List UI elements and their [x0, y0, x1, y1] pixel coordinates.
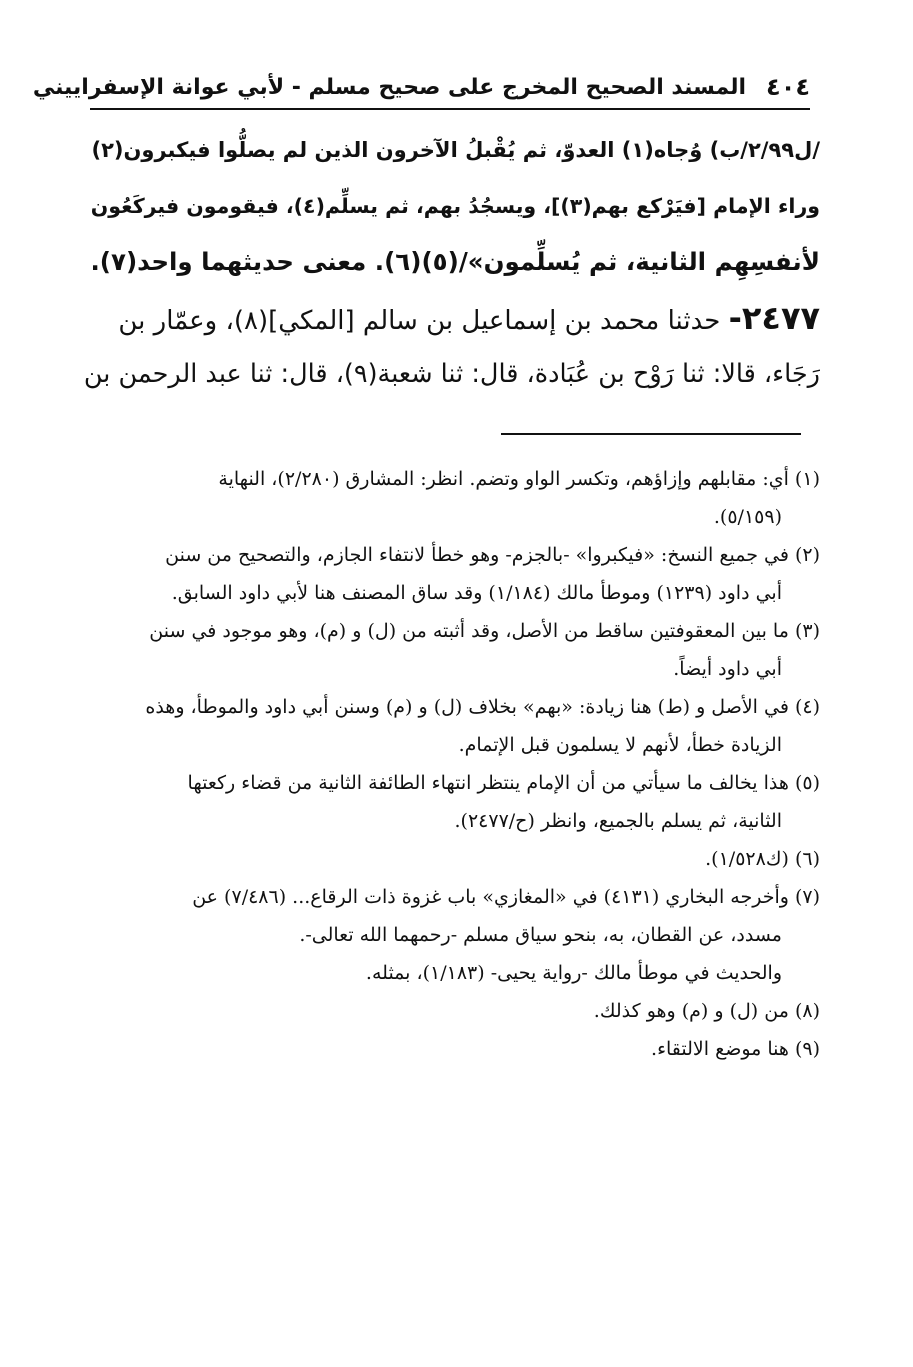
footnote-line: الزيادة خطأ، لأنهم لا يسلمون قبل الإتمام.	[458, 734, 782, 756]
footnote-line: (٨) من (ل) و (م) وهو كذلك.	[593, 1000, 820, 1022]
footnote-line: (٥) هذا يخالف ما سيأتي من أن الإمام ينتظر انتهاء الطائفة الثانية من قضاء ركعتها	[187, 772, 820, 794]
footnote-line: (٧) وأخرجه البخاري (٤١٣١) في «المغازي» باب غزوة ذات الرقاع... (٧/٤٨٦) عن	[192, 886, 820, 908]
book-title: المسند الصحيح المخرج على صحيح مسلم - لأبي عوانة الإسفراييني	[32, 74, 747, 100]
footnote-line: أبي داود أيضاً.	[673, 658, 782, 680]
footnotes	[82, 460, 820, 1068]
text-line: لأنفسِهِم الثانية، ثم يُسلِّمون»/(٥)(٦). معنى حديثهما واحد(٧).	[90, 247, 820, 276]
footnote-line: (٤) في الأصل و (ط) هنا زيادة: «بهم» بخلاف (ل) و (م) وسنن أبي داود والموطأ، وهذه	[145, 696, 820, 718]
footnote-line: مسدد، عن القطان، به، بنحو سياق مسلم -رحمهما الله تعالى-.	[299, 924, 782, 946]
text-line: حدثنا محمد بن إسماعيل بن سالم [المكي](٨)، وعمّار بن	[118, 306, 721, 336]
footnote-line: (٩) هنا موضع الالتقاء.	[651, 1038, 820, 1060]
footnote-line: (١) أي: مقابلهم وإزاؤهم، وتكسر الواو وتضم. انظر: المشارق (٢/٢٨٠)، النهاية	[218, 468, 820, 490]
footnote-line: (٣) ما بين المعقوفتين ساقط من الأصل، وقد أثبته من (ل) و (م)، وهو موجود في سنن	[149, 620, 820, 642]
main-text	[80, 122, 820, 402]
footnote-line: الثانية، ثم يسلم بالجميع، وانظر (ح/٢٤٧٧).	[454, 810, 782, 832]
page-number: ٤٠٤	[766, 73, 810, 101]
footnote-line: أبي داود (١٢٣٩) وموطأ مالك (١/١٨٤) وقد ساق المصنف هنا لأبي داود السابق.	[171, 582, 782, 604]
text-line: /ل٢/٩٩/ب) وُجاه(١) العدوّ، ثم يُقْبلُ الآخرون الذين لم يصلُّوا فيكبرون(٢)	[91, 138, 820, 162]
text-line: وراء الإمام [فيَرْكع بهم(٣)]، ويسجُدُ بهم، ثم يسلِّم(٤)، فيقومون فيركَعُون	[90, 194, 820, 218]
footnote-separator	[501, 433, 801, 435]
running-header	[32, 66, 810, 110]
footnote-line: والحديث في موطأ مالك -رواية يحيى- (١/١٨٣)، بمثله.	[365, 962, 782, 984]
footnote-line: (٥/١٥٩).	[713, 506, 782, 528]
footnote-line: (٦) (ك١/٥٢٨).	[705, 848, 820, 870]
text-line: رَجَاء، قالا: ثنا رَوْح بن عُبَادة، قال: ثنا شعبة(٩)، قال: ثنا عبد الرحمن بن	[83, 359, 820, 389]
hadith-number: ٢٤٧٧-	[728, 299, 820, 337]
hadith-line	[80, 290, 820, 346]
footnote-line: (٢) في جميع النسخ: «فيكبروا» -بالجزم- وهو خطأ لانتفاء الجازم، والتصحيح من سنن	[165, 544, 820, 566]
